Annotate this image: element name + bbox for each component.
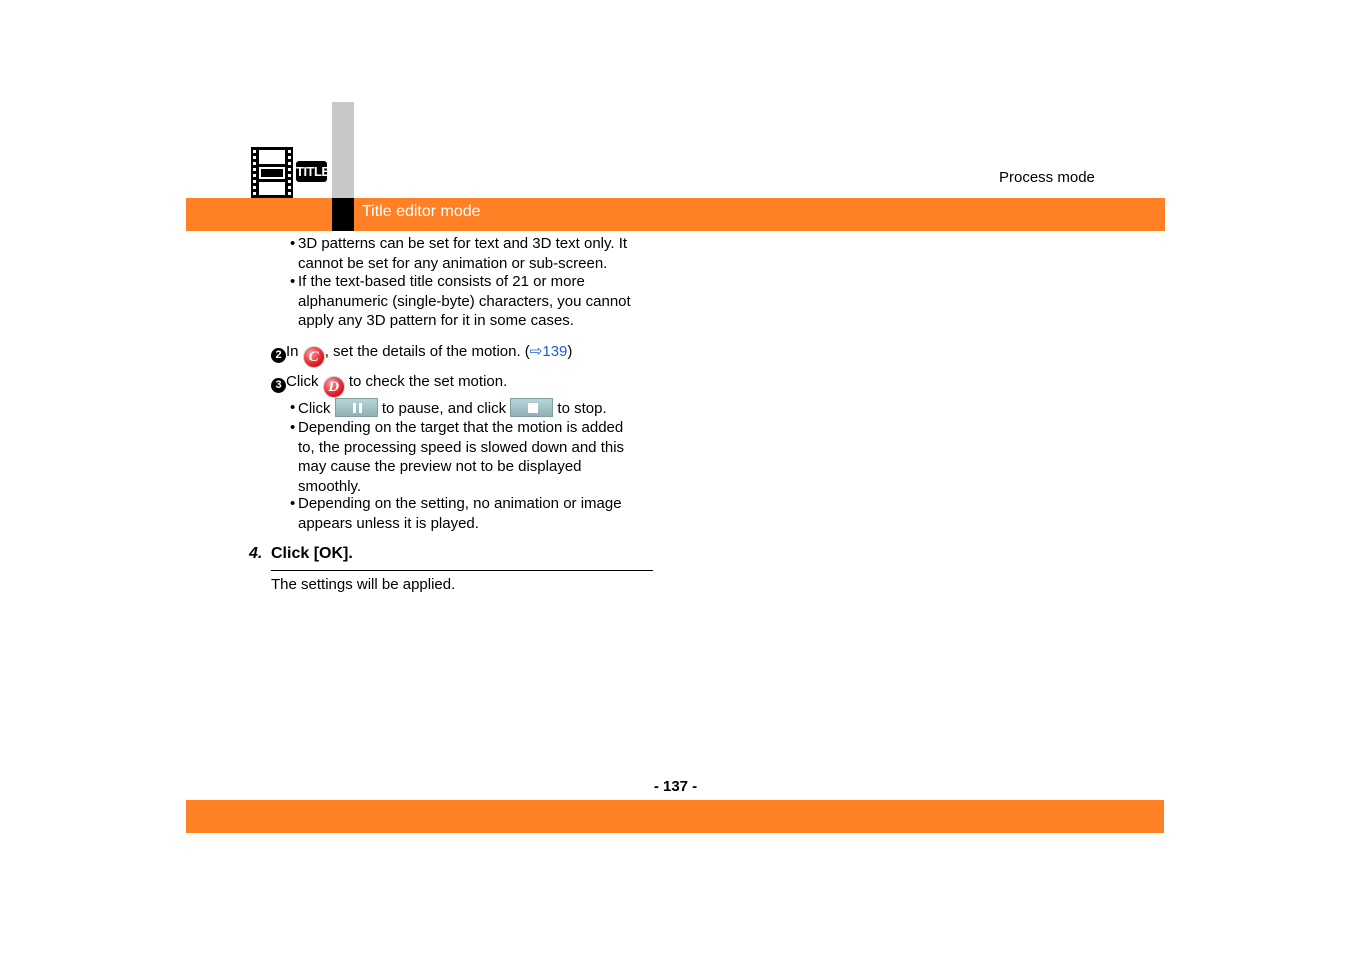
process-mode-label: Process mode bbox=[999, 169, 1095, 186]
bullet-line: If the text-based title consists of 21 or more bbox=[298, 273, 585, 290]
step-3 bbox=[271, 372, 507, 398]
pause-mid: to pause, and click bbox=[377, 400, 511, 417]
header-marker bbox=[332, 198, 354, 231]
bullet-line: may cause the preview not to be displayed bbox=[298, 458, 582, 475]
step-2-post: ) bbox=[567, 343, 573, 360]
bullet-line: appears unless it is played. bbox=[298, 514, 479, 532]
header-tab bbox=[332, 102, 354, 198]
bullet-line: apply any 3D pattern for it in some cases. bbox=[298, 312, 574, 329]
pause-post: to stop. bbox=[553, 400, 607, 417]
step-2-text: , set the details of the motion. ( bbox=[324, 343, 530, 360]
step-2-pre: In bbox=[286, 343, 303, 360]
page-link-number: 139 bbox=[542, 343, 568, 360]
step-4-heading: Click [OK]. bbox=[271, 545, 353, 562]
bullet-line: alphanumeric (single-byte) characters, you cannot bbox=[298, 292, 631, 310]
pause-pre: Click bbox=[298, 400, 335, 417]
bullet-line: Depending on the target that the motion is added bbox=[298, 419, 624, 436]
bullet-line: cannot be set for any animation or sub-screen. bbox=[298, 254, 608, 272]
step-number-4: 4. bbox=[249, 545, 263, 562]
bullet-line: smoothly. bbox=[298, 477, 362, 495]
section-title: Title editor mode bbox=[362, 203, 481, 220]
step-3-pre: Click bbox=[286, 373, 323, 390]
page-number: - 137 - bbox=[653, 778, 698, 795]
page-link[interactable] bbox=[530, 343, 568, 360]
pause-button-icon bbox=[335, 398, 378, 417]
footer-bar bbox=[186, 800, 1164, 833]
title-badge-icon: TITLE bbox=[296, 161, 327, 182]
bullet-line: to, the processing speed is slowed down and this bbox=[298, 438, 625, 456]
step-2 bbox=[271, 342, 572, 368]
arrow-right-icon: ⇨ bbox=[529, 343, 543, 360]
film-strip-icon bbox=[251, 147, 293, 198]
bullet-line: Depending on the setting, no animation or image bbox=[298, 495, 622, 512]
stop-button-icon bbox=[510, 398, 553, 417]
step-4-result: The settings will be applied. bbox=[271, 576, 456, 593]
c-icon: C bbox=[303, 346, 325, 368]
step-number-2: 2 bbox=[271, 348, 286, 363]
bullet-line: 3D patterns can be set for text and 3D text only. It bbox=[298, 235, 628, 252]
step-number-3: 3 bbox=[271, 378, 286, 393]
step-3-text: to check the set motion. bbox=[344, 373, 508, 390]
d-icon: D bbox=[323, 376, 345, 398]
step-divider bbox=[271, 570, 653, 571]
